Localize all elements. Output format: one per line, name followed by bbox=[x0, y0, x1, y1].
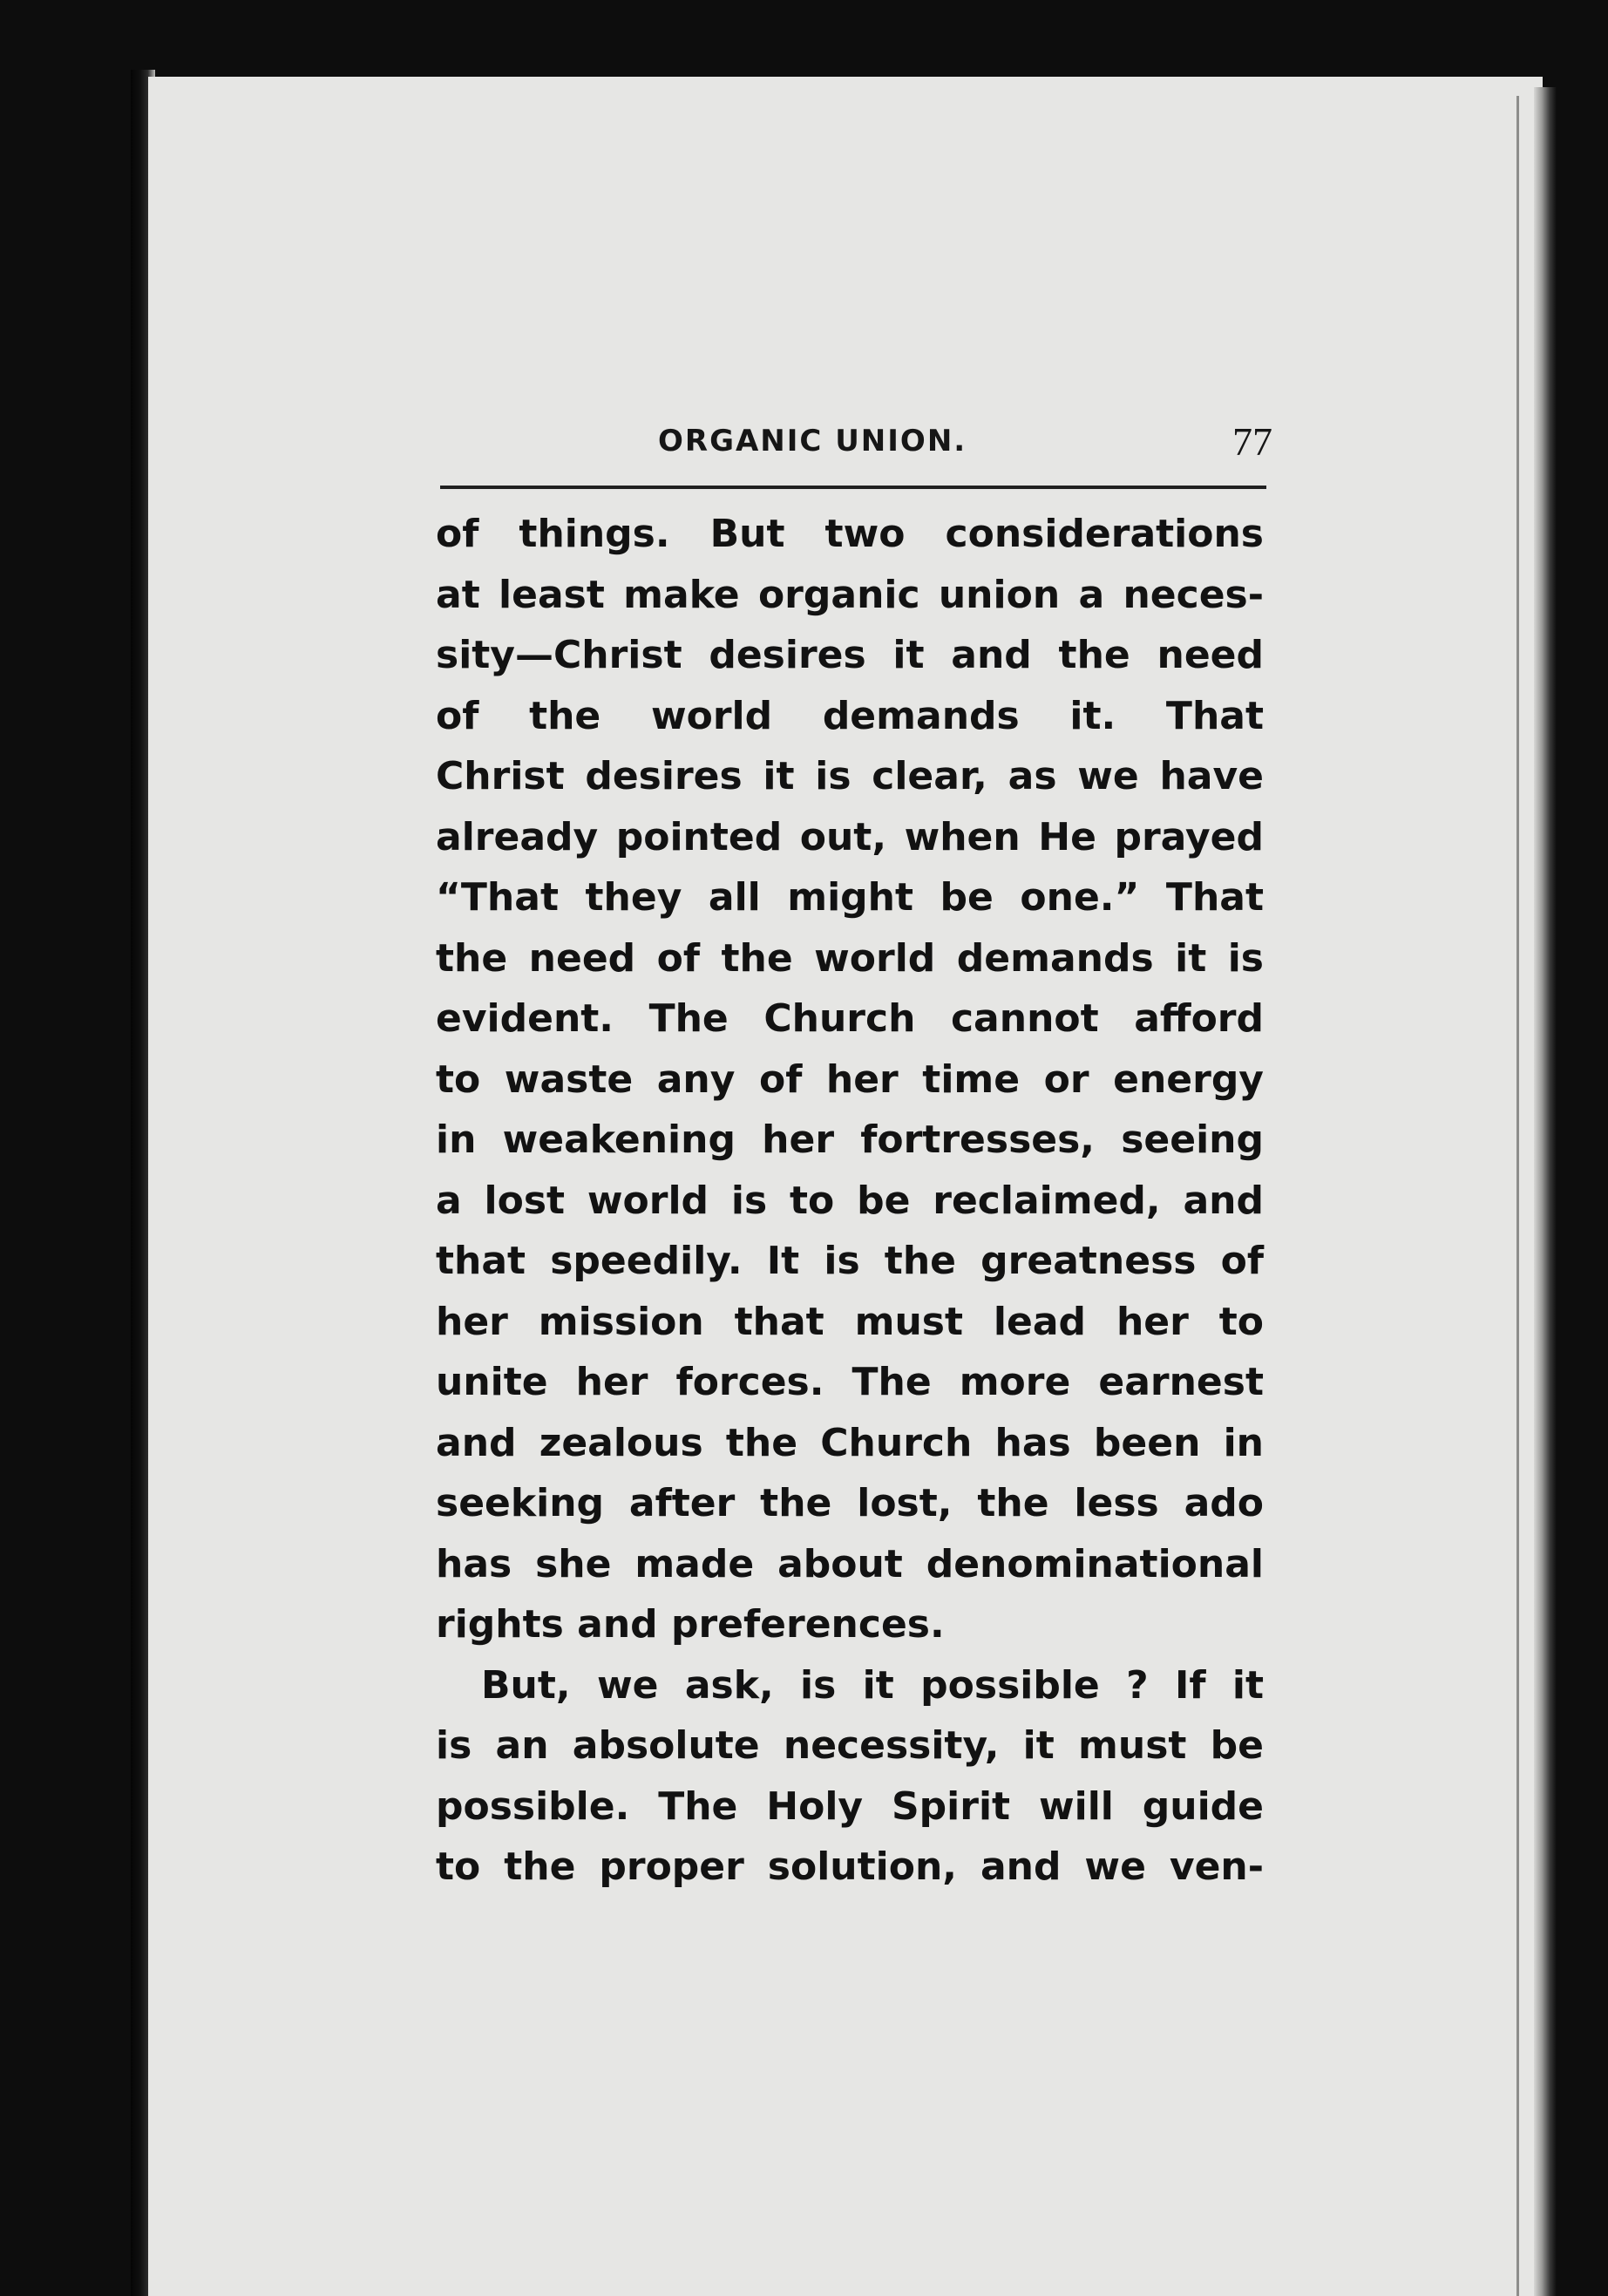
text-line: a lost world is to be reclaimed, and bbox=[436, 1178, 1264, 1223]
text-line: and zealous the Church has been in bbox=[436, 1420, 1264, 1465]
text-line: at least make organic union a neces- bbox=[436, 572, 1264, 617]
text-line: Christ desires it is clear, as we have bbox=[436, 754, 1264, 798]
page-right-edge bbox=[1534, 87, 1557, 2296]
text-line: sity—Christ desires it and the need bbox=[436, 633, 1264, 677]
text-line: “That they all might be one.” That bbox=[436, 875, 1264, 920]
text-line: unite her forces. The more earnest bbox=[436, 1360, 1264, 1404]
text-line: has she made about denominational bbox=[436, 1541, 1264, 1586]
text-line: of things. But two considerations bbox=[436, 512, 1264, 556]
text-line: that speedily. It is the greatness of bbox=[436, 1239, 1264, 1283]
text-line: But, we ask, is it possible ? If it bbox=[481, 1662, 1264, 1708]
text-line: of the world demands it. That bbox=[436, 693, 1264, 738]
text-line: to waste any of her time or energy bbox=[436, 1056, 1264, 1102]
text-line: already pointed out, when He prayed bbox=[436, 814, 1264, 859]
text-line: seeking after the lost, the less ado bbox=[436, 1481, 1264, 1525]
text-line: rights and preferences. bbox=[436, 1602, 945, 1647]
text-line: evident. The Church cannot afford bbox=[436, 996, 1264, 1041]
header-rule bbox=[440, 486, 1266, 489]
text-line: is an absolute necessity, it must be bbox=[436, 1723, 1264, 1768]
running-head-title: ORGANIC UNION. bbox=[658, 424, 967, 459]
text-line: in weakening her fortresses, seeing bbox=[436, 1117, 1264, 1162]
running-head bbox=[436, 418, 1272, 471]
page-edge-line bbox=[1516, 96, 1519, 2296]
text-line: to the proper solution, and we ven- bbox=[436, 1844, 1264, 1889]
text-line: the need of the world demands it is bbox=[436, 935, 1264, 981]
text-line: possible. The Holy Spirit will guide bbox=[436, 1783, 1264, 1829]
text-line: her mission that must lead her to bbox=[436, 1299, 1264, 1344]
page-number: 77 bbox=[1232, 419, 1272, 464]
body-text bbox=[436, 504, 1264, 1898]
